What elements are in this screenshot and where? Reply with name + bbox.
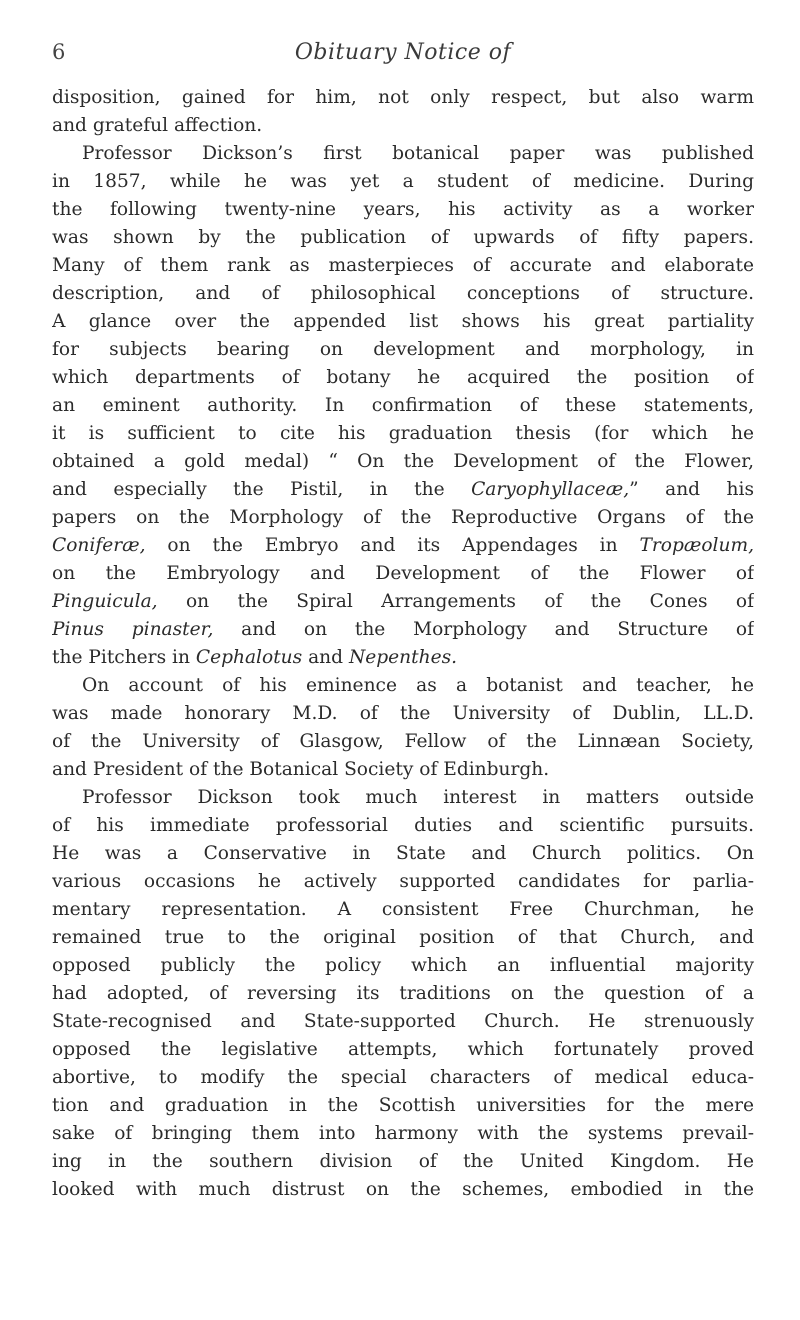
text-segment: sake of bringing them into harmony with the systems prevail- [52, 1123, 754, 1144]
text-line [52, 1148, 754, 1176]
text-line [52, 280, 754, 308]
text-segment: He was a Conservative in State and Church politics. On [52, 843, 754, 864]
text-segment: Professor Dickson took much interest in matters outside [82, 787, 754, 808]
text-line [52, 728, 754, 756]
text-segment: State-recognised and State-supported Church. He strenuously [52, 1011, 754, 1032]
text-segment: and grateful affection. [52, 115, 263, 136]
text-line [52, 392, 754, 420]
text-line [52, 924, 754, 952]
italic-term: Coniferæ, [52, 535, 146, 556]
text-segment: had adopted, of reversing its traditions on the question of a [52, 983, 754, 1004]
text-segment: and [302, 647, 349, 668]
text-line [52, 840, 754, 868]
text-segment: ” and his [629, 479, 754, 500]
text-line [52, 1008, 754, 1036]
text-segment: the following twenty-nine years, his activity as a worker [52, 199, 754, 220]
text-line [52, 756, 754, 784]
text-segment: looked with much distrust on the schemes, embodied in the [52, 1179, 754, 1200]
text-line [52, 1036, 754, 1064]
text-segment: obtained a gold medal) “ On the Development of the Flower, [52, 451, 754, 472]
text-segment: Many of them rank as masterpieces of accurate and elaborate [52, 255, 754, 276]
text-segment: and especially the Pistil, in the [52, 479, 472, 500]
text-line [52, 644, 754, 672]
text-segment: on the Embryology and Development of the Flower of [52, 563, 754, 584]
text-line [52, 1120, 754, 1148]
text-line [52, 1092, 754, 1120]
text-segment: description, and of philosophical conceptions of structure. [52, 283, 754, 304]
text-segment: an eminent authority. In confirmation of these statements, [52, 395, 754, 416]
text-segment: was shown by the publication of upwards of fifty papers. [52, 227, 754, 248]
text-segment: abortive, to modify the special characters of medical educa- [52, 1067, 754, 1088]
text-segment: On account of his eminence as a botanist and teacher, he [82, 675, 754, 696]
text-segment: opposed publicly the policy which an influential majority [52, 955, 754, 976]
text-line [52, 112, 754, 140]
text-segment: various occasions he actively supported candidates for parlia- [52, 871, 754, 892]
text-line [52, 868, 754, 896]
italic-term: Pinus pinaster, [52, 619, 214, 640]
text-segment: remained true to the original position of that Church, and [52, 927, 754, 948]
text-segment: on the Embryo and its Appendages in [145, 535, 640, 556]
text-line [52, 252, 754, 280]
text-line [52, 896, 754, 924]
text-line [52, 700, 754, 728]
running-head: Obituary Notice of [294, 40, 512, 65]
text-segment: and on the Morphology and Structure of [213, 619, 754, 640]
text-line [52, 308, 754, 336]
text-segment: which departments of botany he acquired the position of [52, 367, 754, 388]
italic-term: Nepenthes. [348, 647, 458, 668]
text-segment: for subjects bearing on development and morphology, in [52, 339, 754, 360]
italic-term: Cephalotus [195, 647, 303, 668]
text-line [52, 476, 754, 504]
text-segment: papers on the Morphology of the Reproductive Organs of the [52, 507, 754, 528]
text-line [52, 420, 754, 448]
text-line [52, 784, 754, 812]
text-line [52, 168, 754, 196]
text-segment: Professor Dickson’s first botanical paper was published [82, 143, 754, 164]
text-line [52, 560, 754, 588]
italic-term: Caryophyllaceæ, [471, 479, 630, 500]
text-segment: mentary representation. A consistent Free Churchman, he [52, 899, 754, 920]
body-text [52, 84, 754, 1204]
page-header [52, 40, 754, 80]
italic-term: Tropæolum, [639, 535, 754, 556]
text-line [52, 336, 754, 364]
italic-term: Pinguicula, [52, 591, 158, 612]
text-segment: in 1857, while he was yet a student of medicine. During [52, 171, 754, 192]
text-segment: disposition, gained for him, not only respect, but also warm [52, 87, 754, 108]
text-line [52, 812, 754, 840]
text-segment: opposed the legislative attempts, which fortunately proved [52, 1039, 754, 1060]
page-number: 6 [52, 40, 66, 64]
text-line [52, 980, 754, 1008]
text-segment: A glance over the appended list shows his great partiality [52, 311, 754, 332]
text-line [52, 616, 754, 644]
text-line [52, 364, 754, 392]
text-segment: of his immediate professorial duties and scientific pursuits. [52, 815, 754, 836]
text-segment: ing in the southern division of the United Kingdom. He [52, 1151, 754, 1172]
text-line [52, 952, 754, 980]
text-segment: and President of the Botanical Society of Edinburgh. [52, 759, 550, 780]
text-line [52, 504, 754, 532]
text-line [52, 1064, 754, 1092]
text-line [52, 588, 754, 616]
text-segment: was made honorary M.D. of the University of Dublin, LL.D. [52, 703, 754, 724]
text-line [52, 448, 754, 476]
text-line [52, 84, 754, 112]
text-segment: the Pitchers in [52, 647, 196, 668]
text-line [52, 1176, 754, 1204]
text-line [52, 224, 754, 252]
text-segment: it is sufficient to cite his graduation thesis (for which he [52, 423, 754, 444]
text-line [52, 672, 754, 700]
text-line [52, 196, 754, 224]
text-line [52, 140, 754, 168]
text-segment: on the Spiral Arrangements of the Cones of [157, 591, 754, 612]
text-segment: tion and graduation in the Scottish universities for the mere [52, 1095, 754, 1116]
text-line [52, 532, 754, 560]
text-segment: of the University of Glasgow, Fellow of the Linnæan Society, [52, 731, 754, 752]
